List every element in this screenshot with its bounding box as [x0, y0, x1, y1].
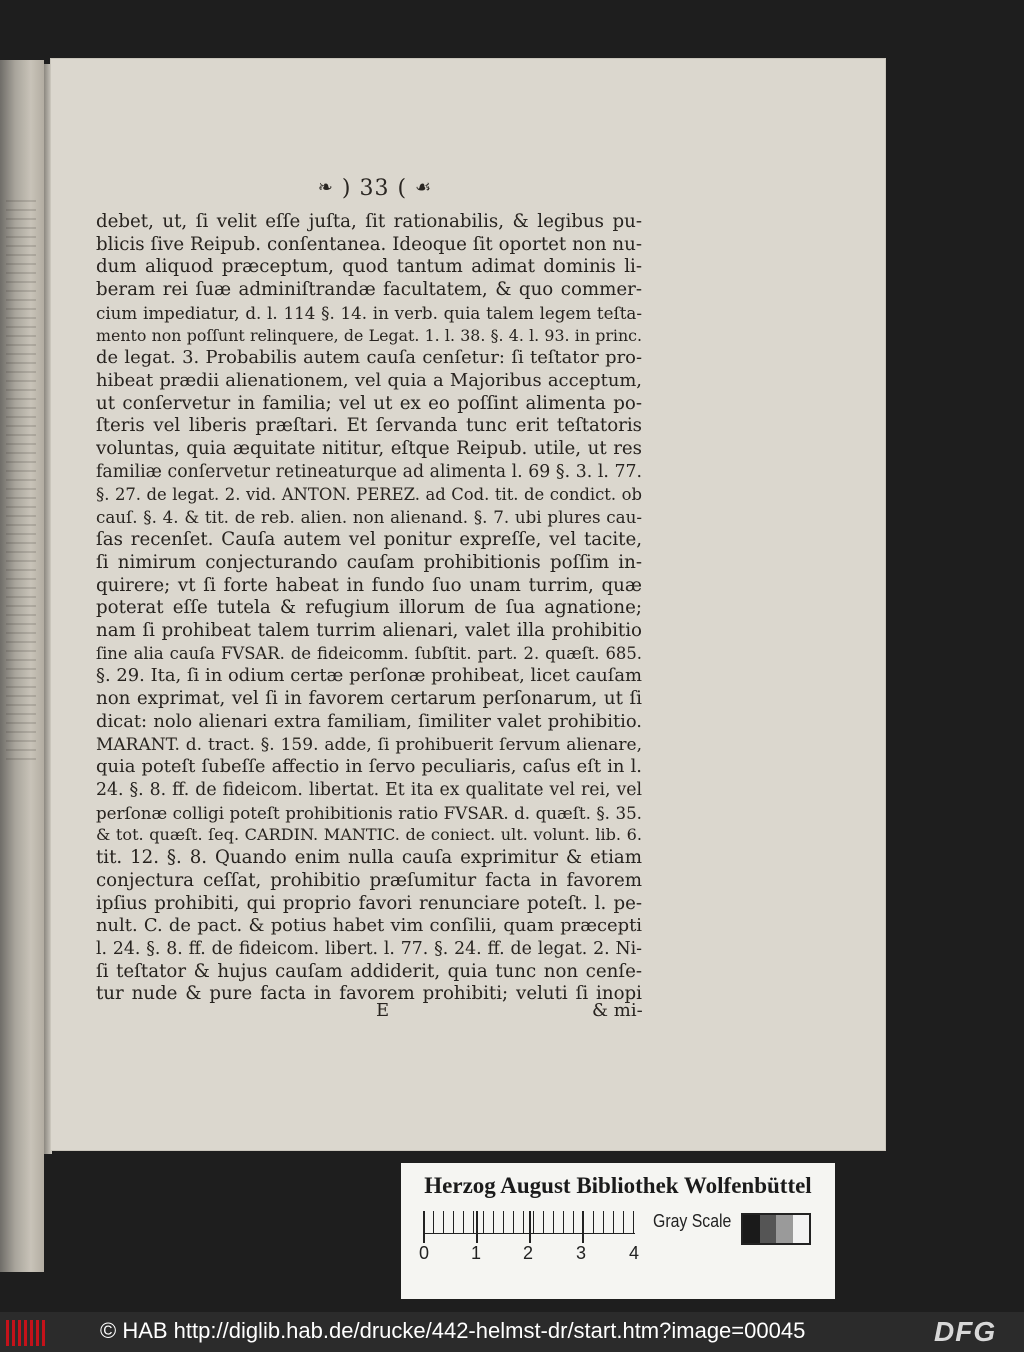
text-line: ſas recenſet. Cauſa autem vel ponitur expreſſe, vel tacite, — [96, 529, 642, 551]
hab-logo-icon — [6, 1320, 46, 1346]
text-line: & tot. quæſt. ſeq. CARDIN. MANTIC. de coniect. ult. volunt. lib. 6. — [96, 825, 642, 845]
text-line: hibeat prædii alienationem, vel quia a Majoribus acceptum, — [96, 370, 642, 392]
ruler-number: 4 — [629, 1243, 640, 1263]
gray-scale-card — [401, 1163, 835, 1299]
copyright-url[interactable]: © HAB http://diglib.hab.de/drucke/442-helmst-dr/start.htm?image=00045 — [100, 1318, 806, 1343]
ruler-number: 1 — [471, 1243, 482, 1263]
gray-patch — [743, 1215, 760, 1243]
ruler — [423, 1211, 635, 1233]
text-line: familiæ conſervetur retineaturque ad alimenta l. 69 §. 3. l. 77. — [96, 461, 642, 482]
text-line: ipſius prohibiti, qui proprio favori renunciare poteſt. l. pe- — [96, 892, 642, 914]
gray-patch — [793, 1215, 810, 1243]
ruler-baseline — [423, 1233, 635, 1234]
text-line: conjectura ceſſat, prohibitio præſumitur facta in favorem — [96, 869, 642, 891]
footer-bar — [0, 1312, 1024, 1352]
page-number: 33 — [359, 176, 390, 201]
text-line: quia poteſt ſubeſſe affectio in ſervo peculiaris, caſus eſt in l. — [96, 756, 642, 778]
ruler-number: 3 — [576, 1243, 587, 1263]
dfg-logo: DFG — [934, 1316, 997, 1347]
text-line: blicis ſive Reipub. conſentanea. Ideoque ſit oportet non nu- — [96, 233, 642, 255]
text-line: voluntas, quia æquitate nititur, eſtque Reipub. utile, ut res — [96, 438, 642, 460]
signature-mark: E — [376, 1000, 390, 1021]
text-line: cium impediatur, d. l. 114 §. 14. in verb. quia talem legem teſta- — [96, 302, 642, 323]
text-line: ſteris vel liberis præſtari. Et ſervanda tunc erit teſtatoris — [96, 415, 642, 437]
text-line: beram rei ſuæ adminiſtrandæ facultatem, & quo commer- — [96, 279, 642, 301]
text-line: mento non poſſunt relinquere, de Legat. 1. l. 38. §. 4. l. 93. in princ. — [96, 325, 642, 345]
gray-scale-patches — [741, 1213, 811, 1245]
text-line: non exprimat, vel ſi in favorem certarum perſonarum, ut ſi — [96, 688, 642, 710]
text-line: de legat. 3. Probabilis autem cauſa cenſetur: ſi teſtator pro- — [96, 347, 642, 369]
text-line: ſi teſtator & hujus cauſam addiderit, quia tunc non cenſe- — [96, 960, 642, 982]
text-line: tur nude & pure facta in favorem prohibiti; veluti ſi inopi — [96, 983, 642, 1005]
text-line: l. 24. §. 8. ff. de fideicom. libert. l. 77. §. 24. ff. de legat. 2. Ni- — [96, 939, 642, 960]
text-line: ſi nimirum conjecturando cauſam prohibitionis poſſim in- — [96, 551, 642, 573]
right-ornament-icon: ☙ — [415, 177, 433, 198]
text-line: 24. §. 8. ff. de fideicom. libertat. Et ita ex qualitate vel rei, vel — [96, 780, 642, 800]
ruler-number: 0 — [419, 1243, 430, 1263]
text-line: perſonæ colligi poteſt prohibitionis ratio FVSAR. d. quæſt. §. 35. — [96, 802, 642, 823]
text-line: poterat eſſe tutela & refugium illorum de ſua agnatione; — [96, 597, 642, 619]
gray-scale-label: Gray Scale — [653, 1211, 732, 1231]
text-line: ut conſervetur in familia; vel ut ex eo poſſint alimenta po- — [96, 392, 642, 414]
text-line: cauſ. §. 4. & tit. de reb. alien. non alienand. §. 7. ubi plures cau- — [96, 507, 642, 528]
gray-patch — [776, 1215, 793, 1243]
text-line: dum aliquod præceptum, quod tantum adimat dominis li- — [96, 256, 642, 278]
running-head: ❧ ) 33 ( ☙ — [317, 176, 433, 201]
text-line: ſine alia cauſa FVSAR. de fideicomm. ſubſtit. part. 2. quæſt. 685. — [96, 643, 642, 663]
text-line: nam ſi prohibeat talem turrim alienari, valet illa prohibitio — [96, 619, 642, 641]
text-line: §. 29. Ita, ſi in odium certæ perſonæ prohibeat, licet cauſam — [96, 665, 642, 687]
text-line: debet, ut, ſi velit eſſe juſta, ſit rationabilis, & legibus pu- — [96, 211, 642, 232]
gray-patch — [760, 1215, 777, 1243]
catchword: & mi- — [592, 1000, 643, 1021]
text-line: §. 27. de legat. 2. vid. ANTON. PEREZ. ad Cod. tit. de condict. ob — [96, 484, 642, 504]
ruler-number: 2 — [523, 1243, 534, 1263]
text-line: dicat: nolo alienari extra familiam, ſimiliter valet prohibitio. — [96, 710, 642, 732]
library-name: Herzog August Bibliothek Wolfenbüttel — [424, 1173, 812, 1198]
adjacent-book-spine — [0, 60, 44, 1272]
text-line: nult. C. de pact. & potius habet vim conſilii, quam præcepti — [96, 915, 642, 937]
text-line: MARANT. d. tract. §. 159. adde, ſi prohibuerit ſervum alienare, — [96, 734, 642, 755]
text-line: tit. 12. §. 8. Quando enim nulla cauſa exprimitur & etiam — [96, 847, 642, 869]
text-line: quirere; vt ſi forte habeat in fundo ſuo unam turrim, quæ — [96, 574, 642, 596]
left-ornament-icon: ❧ — [317, 177, 334, 198]
